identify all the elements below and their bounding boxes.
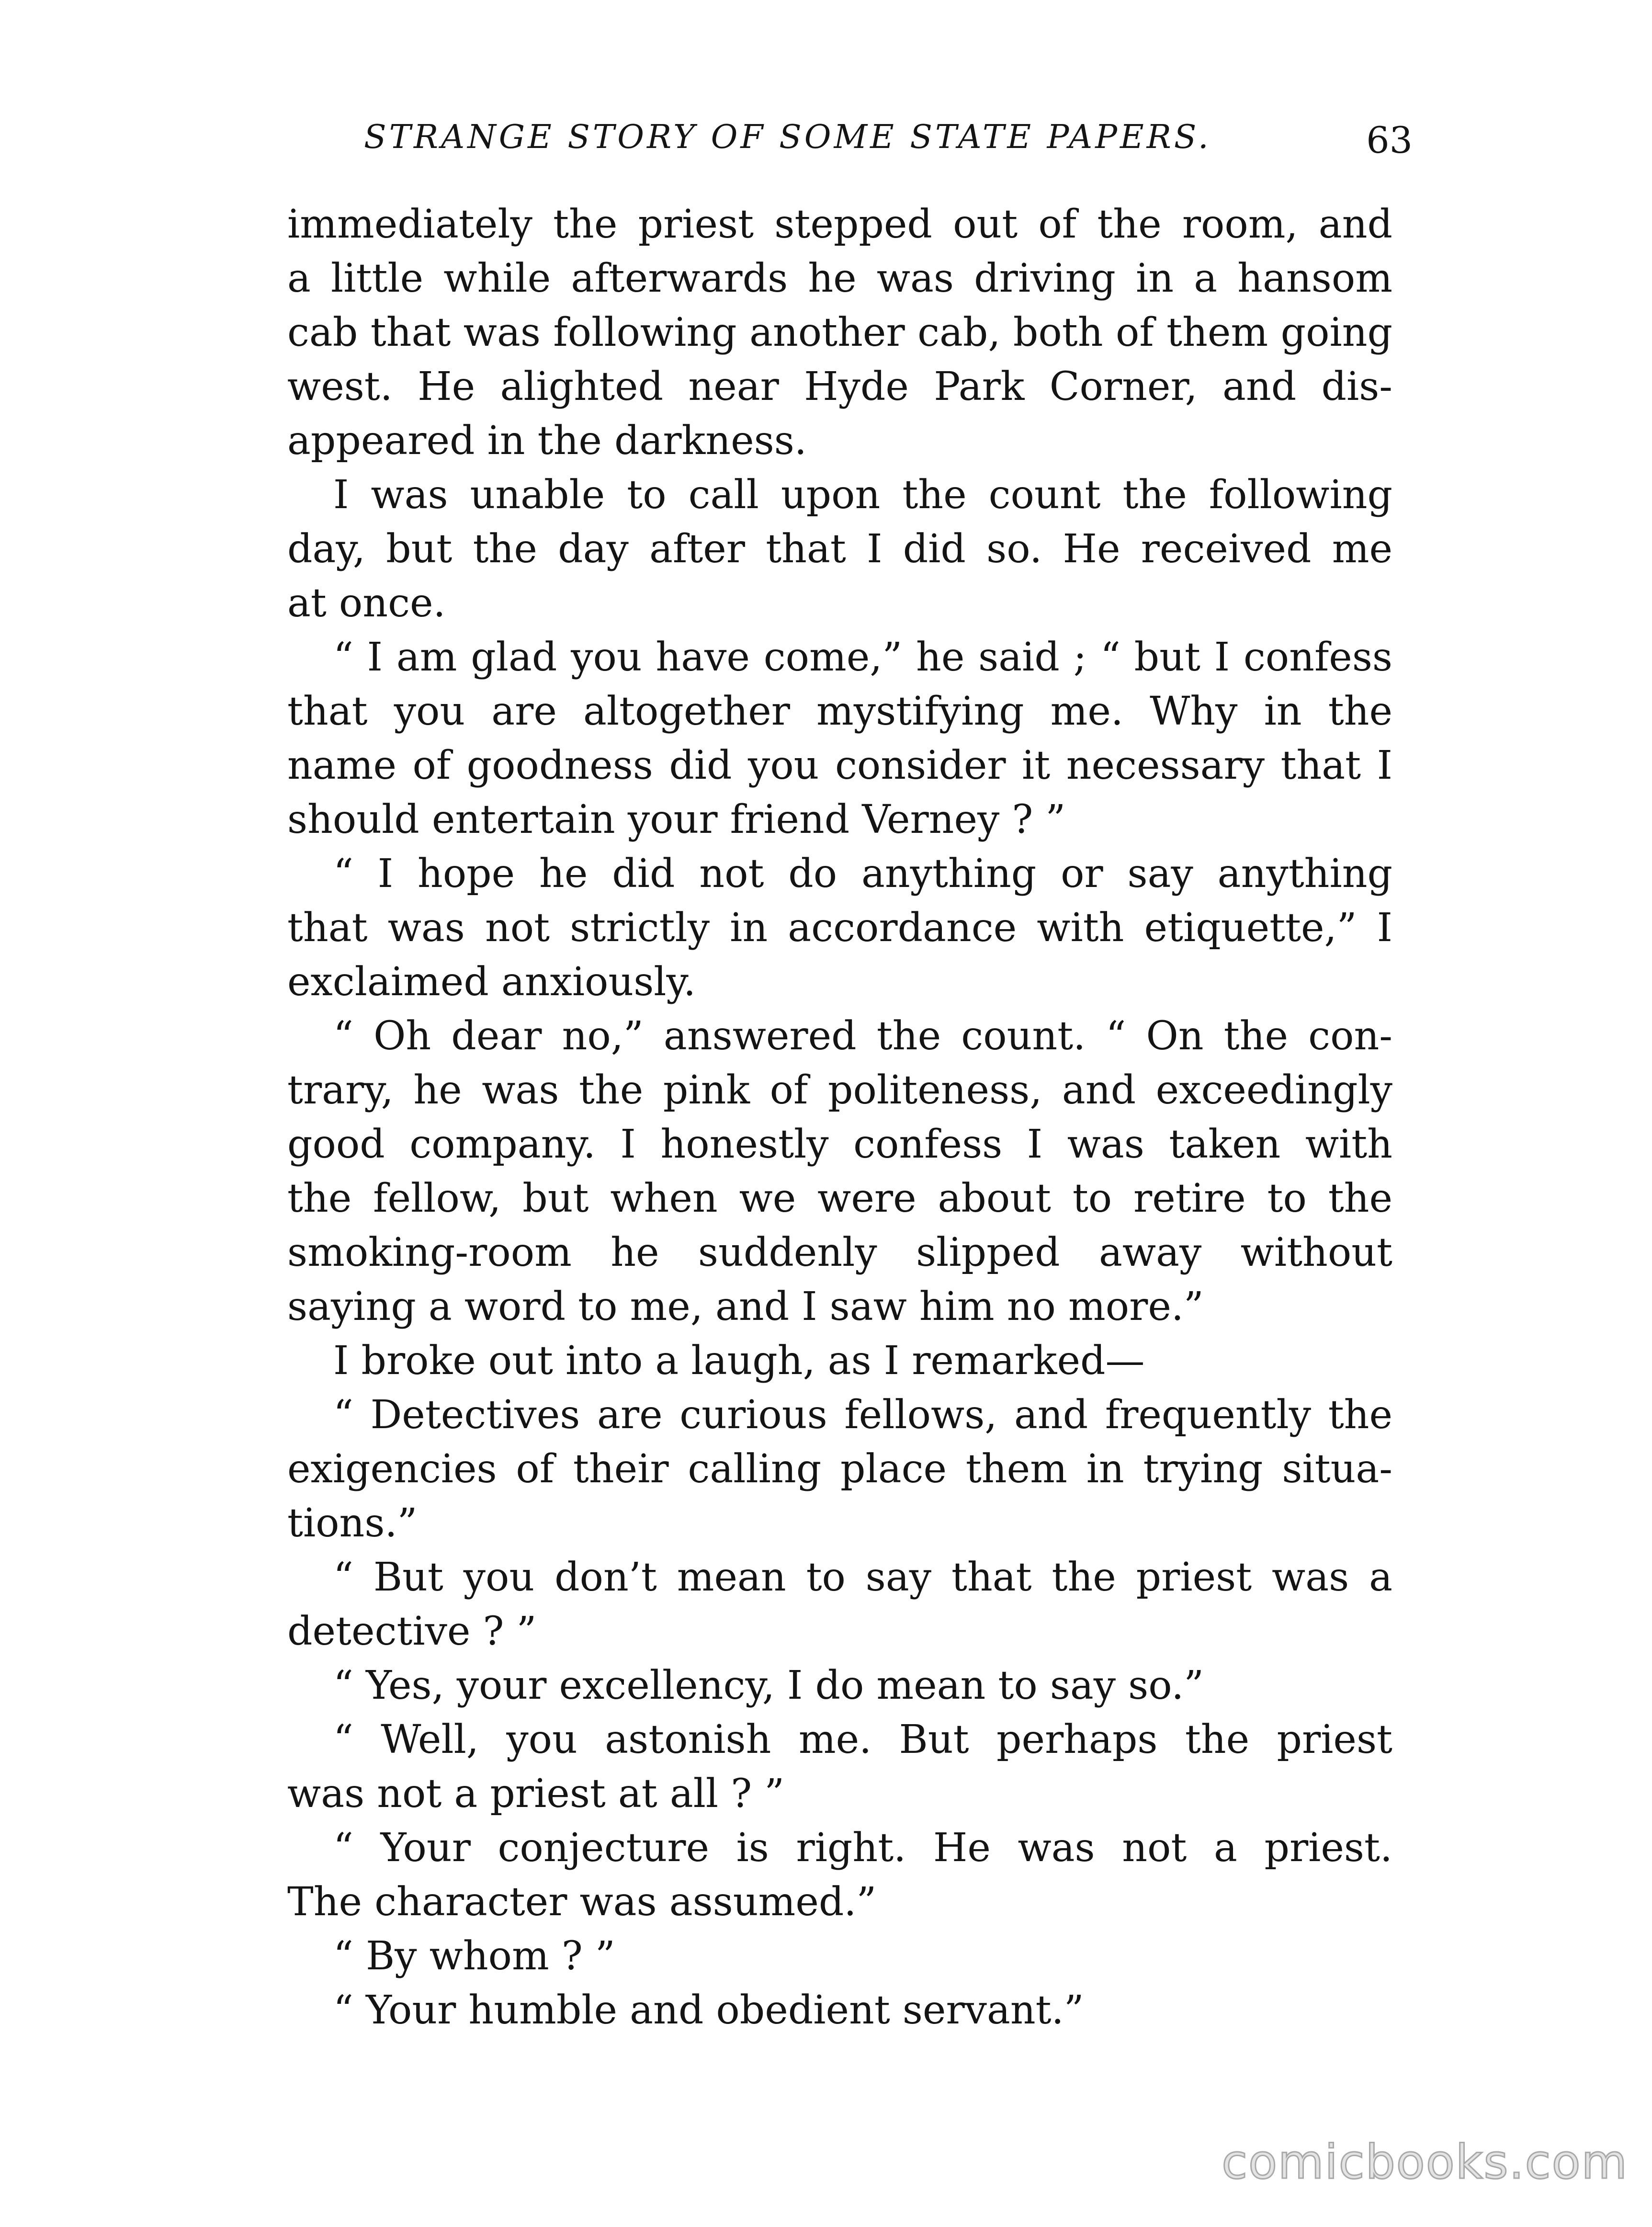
- text-line: detective ? ”: [287, 1609, 537, 1654]
- running-head: [364, 111, 1413, 164]
- body-text: [287, 197, 1392, 2037]
- text-line: trary, he was the pink of politeness, and exceedingly: [287, 1068, 1392, 1113]
- text-line: at once.: [287, 580, 446, 626]
- text-line: “ Oh dear no,” answered the count. “ On the con-: [333, 1013, 1392, 1059]
- text-line: “ But you don’t mean to say that the priest was a: [333, 1555, 1392, 1600]
- text-line: west. He alighted near Hyde Park Corner, and dis-: [287, 364, 1392, 409]
- text-line: tions.”: [287, 1500, 418, 1546]
- text-line: “ I hope he did not do anything or say anything: [333, 851, 1392, 897]
- text-line: good company. I honestly confess I was taken with: [287, 1122, 1392, 1167]
- text-line: that was not strictly in accordance with etiquette,” I: [287, 905, 1392, 951]
- text-line: “ By whom ? ”: [333, 1933, 615, 1979]
- text-line: should entertain your friend Verney ? ”: [287, 797, 1066, 842]
- text-line: “ Your conjecture is right. He was not a priest.: [333, 1825, 1392, 1871]
- page-number: 63: [1366, 119, 1413, 161]
- watermark: comicbooks.com: [1222, 2135, 1628, 2190]
- text-line: “ Your humble and obedient servant.”: [333, 1988, 1084, 2033]
- text-line: “ Yes, your excellency, I do mean to say so.”: [333, 1663, 1204, 1708]
- text-line: name of goodness did you consider it necessary that I: [287, 743, 1392, 788]
- text-line: I was unable to call upon the count the following: [333, 472, 1392, 518]
- text-line: The character was assumed.”: [287, 1879, 877, 1925]
- text-line: the fellow, but when we were about to retire to the: [287, 1176, 1392, 1221]
- text-line: smoking-room he suddenly slipped away without: [287, 1230, 1392, 1275]
- text-line: I broke out into a laugh, as I remarked—: [333, 1338, 1145, 1384]
- text-line: cab that was following another cab, both of them going: [287, 310, 1392, 355]
- text-line: “ Detectives are curious fellows, and frequently the: [333, 1392, 1392, 1438]
- text-line: that you are altogether mystifying me. Why in the: [287, 689, 1392, 734]
- text-line: saying a word to me, and I saw him no more.”: [287, 1284, 1204, 1329]
- text-line: a little while afterwards he was driving in a hansom: [287, 256, 1392, 301]
- text-line: “ I am glad you have come,” he said ; “ but I confess: [333, 635, 1392, 680]
- text-line: was not a priest at all ? ”: [287, 1771, 785, 1817]
- text-line: day, but the day after that I did so. He received me: [287, 526, 1392, 572]
- text-line: immediately the priest stepped out of the room, and: [287, 202, 1392, 247]
- text-line: exigencies of their calling place them in trying situa-: [287, 1446, 1392, 1492]
- running-head-title: STRANGE STORY OF SOME STATE PAPERS.: [364, 118, 1211, 156]
- text-line: exclaimed anxiously.: [287, 959, 696, 1005]
- text-line: “ Well, you astonish me. But perhaps the priest: [333, 1717, 1392, 1762]
- text-line: appeared in the darkness.: [287, 418, 807, 464]
